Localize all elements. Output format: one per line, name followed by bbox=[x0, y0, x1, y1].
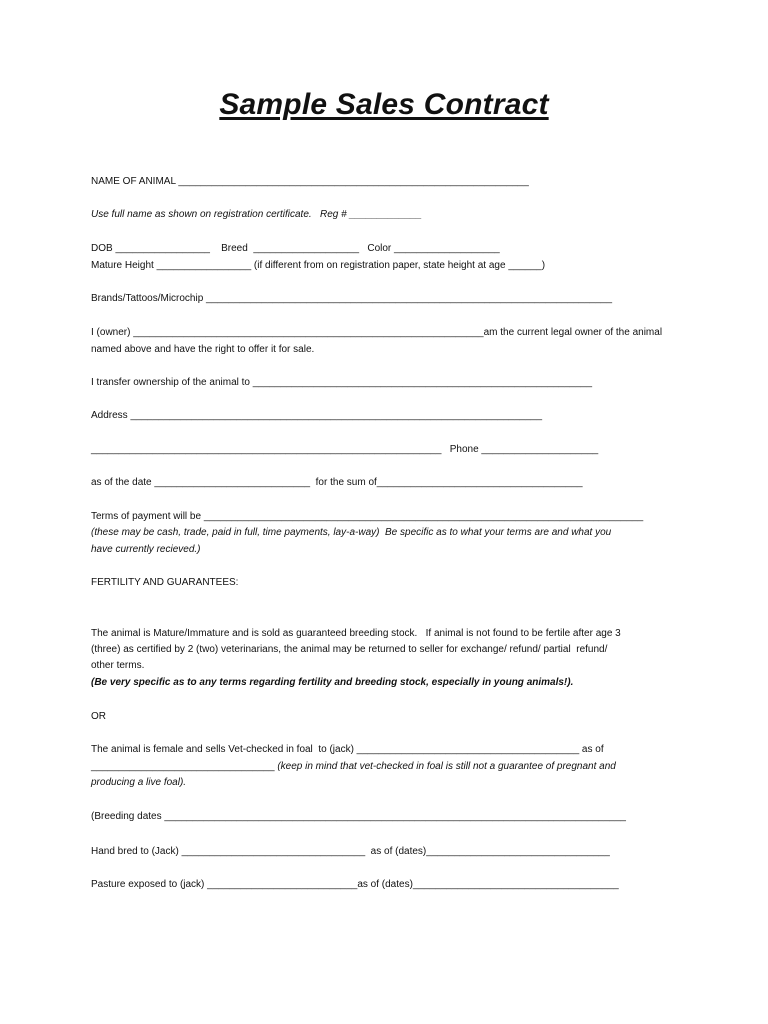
registration-note: Use full name as shown on registration certificate. Reg # _____________ bbox=[91, 209, 422, 220]
terms-of-payment-field[interactable]: Terms of payment will be _______________________________________________________________________________ bbox=[91, 511, 644, 522]
fertility-para1-line1: The animal is Mature/Immature and is sold as guaranteed breeding stock. If animal is not found to be fertile after age 3 bbox=[91, 628, 621, 639]
fertility-para1-line2: (three) as certified by 2 (two) veterinarians, the animal may be returned to seller for exchange/ refund/ partial refund/ bbox=[91, 644, 608, 655]
terms-note-line1: (these may be cash, trade, paid in full, time payments, lay-a-way) Be specific as to what your terms are and what you bbox=[91, 527, 612, 538]
vet-checked-field[interactable]: The animal is female and sells Vet-checked in foal to (jack) ________________________________________ as of bbox=[91, 744, 604, 755]
terms-note-line2: have currently recieved.) bbox=[91, 544, 201, 555]
vet-checked-note-line2: producing a live foal). bbox=[91, 777, 187, 788]
owner-statement: named above and have the right to offer it for sale. bbox=[91, 344, 315, 355]
fertility-para1-line3: other terms. bbox=[91, 660, 145, 671]
vet-checked-date-field[interactable]: _________________________________ bbox=[91, 761, 278, 772]
address-field[interactable]: Address __________________________________________________________________________ bbox=[91, 410, 543, 421]
document-title: Sample Sales Contract bbox=[219, 88, 549, 121]
mature-height-field[interactable]: Mature Height _________________ (if different from on registration paper, state height at age ______) bbox=[91, 260, 546, 271]
pasture-exposed-field[interactable]: Pasture exposed to (jack) ___________________________as of (dates)_____________________________________ bbox=[91, 879, 619, 890]
owner-field[interactable]: I (owner) _______________________________________________________________am the current legal owner of the animal bbox=[91, 327, 663, 338]
hand-bred-field[interactable]: Hand bred to (Jack) _________________________________ as of (dates)_________________________________ bbox=[91, 846, 610, 857]
fertility-emphasis-note: (Be very specific as to any terms regarding fertility and breeding stock, especially in young animals!). bbox=[91, 677, 574, 688]
dob-breed-color-fields[interactable]: DOB _________________ Breed ___________________ Color ___________________ bbox=[91, 243, 500, 254]
transfer-field[interactable]: I transfer ownership of the animal to _____________________________________________________________ bbox=[91, 377, 593, 388]
brands-field[interactable]: Brands/Tattoos/Microchip _________________________________________________________________________ bbox=[91, 293, 613, 304]
or-separator: OR bbox=[91, 711, 106, 722]
name-of-animal-field[interactable]: NAME OF ANIMAL _______________________________________________________________ bbox=[91, 176, 529, 187]
address-phone-field[interactable]: _______________________________________________________________ Phone _____________________ bbox=[91, 444, 599, 455]
vet-checked-date-row bbox=[91, 758, 616, 775]
fertility-heading: FERTILITY AND GUARANTEES: bbox=[91, 577, 239, 588]
vet-checked-note: (keep in mind that vet-checked in foal is still not a guarantee of pregnant and bbox=[277, 761, 616, 772]
date-sum-field[interactable]: as of the date ____________________________ for the sum of_____________________________________ bbox=[91, 477, 583, 488]
breeding-dates-field[interactable]: (Breeding dates ___________________________________________________________________________________ bbox=[91, 811, 626, 822]
